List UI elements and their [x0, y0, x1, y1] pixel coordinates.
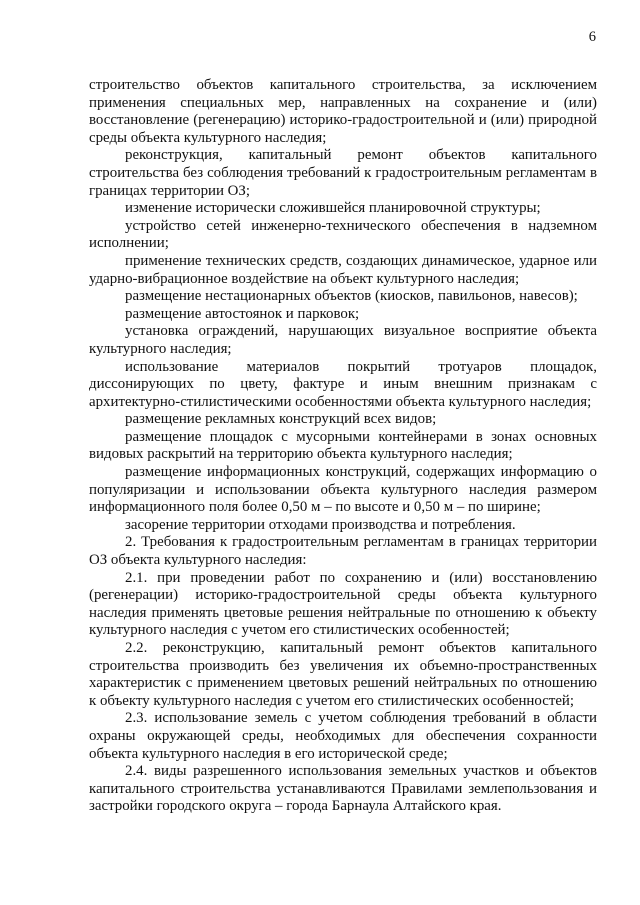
paragraph: 2. Требования к градостроительным регламентам в границах территории ОЗ объекта культурного наследия: [89, 534, 597, 569]
paragraph: засорение территории отходами производства и потребления. [125, 516, 516, 533]
paragraph: устройство сетей инженерно-технического обеспечения в надземном исполнении; [89, 217, 597, 252]
paragraph: размещение площадок с мусорными контейнерами в зонах основных видовых раскрытий на территорию объекта культурного наследия; [89, 428, 597, 463]
paragraph: размещение информационных конструкций, содержащих информацию о популяризации и использовании объекта культурного наследия размером информационного поля более 0,50 м – по высоте и 0,50 м – по ширине; [89, 464, 597, 516]
paragraph: 2.2. реконструкцию, капитальный ремонт объектов капитального строительства производить без увеличения их объемно-пространственных характеристик с применением цветовых решений нейтральных по отношению к объекту культурного наследия с учетом его стилистических особенностей; [89, 640, 597, 709]
paragraph: строительство объектов капитального строительства, за исключением применения специальных мер, направленных на сохранение и (или) восстановление (регенерацию) историко-градостроительной и (или) природной среды объекта культурного наследия; [89, 77, 597, 146]
page-number: 6 [588, 29, 596, 45]
paragraph: установка ограждений, нарушающих визуальное восприятие объекта культурного наследия; [89, 323, 597, 357]
paragraph: размещение нестационарных объектов (киосков, павильонов, навесов); [125, 288, 578, 305]
paragraph: размещение автостоянок и парковок; [125, 305, 360, 322]
paragraph: применение технических средств, создающих динамическое, ударное или ударно-вибрационное воздействие на объект культурного наследия; [89, 252, 597, 287]
paragraph: размещение рекламных конструкций всех видов; [125, 411, 437, 428]
paragraph: 2.4. виды разрешенного использования земельных участков и объектов капитального строительства устанавливаются Правилами землепользования и застройки городского округа – города Барнаула Алтайского края. [89, 763, 597, 815]
paragraph: реконструкция, капитальный ремонт объектов капитального строительства без соблюдения требований к градостроительным регламентам в границах территории ОЗ; [89, 147, 597, 199]
paragraph: 2.3. использование земель с учетом соблюдения требований в области охраны окружающей среды, необходимых для обеспечения сохранности объекта культурного наследия в его исторической среде; [89, 710, 597, 762]
document-body [89, 77, 597, 816]
paragraph: изменение исторически сложившейся планировочной структуры; [125, 200, 541, 217]
paragraph: использование материалов покрытий тротуаров площадок, диссонирующих по цвету, фактуре и иным внешним признакам с архитектурно-стилистическими особенностями объекта культурного наследия; [89, 358, 597, 410]
paragraph: 2.1. при проведении работ по сохранению и (или) восстановлению (регенерации) историко-градостроительной среды объекта культурного наследия применять цветовые решения нейтральные по отношению к объекту культурного наследия с учетом его стилистических особенностей; [89, 569, 597, 639]
